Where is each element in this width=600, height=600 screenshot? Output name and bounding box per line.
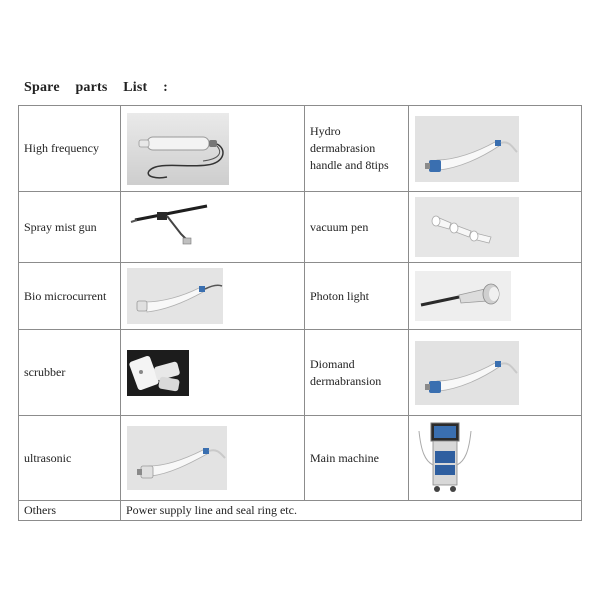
others-value-cell: Power supply line and seal ring etc. <box>121 501 582 521</box>
diamond-handle-photo <box>415 341 575 405</box>
table-row <box>19 416 582 501</box>
table-row <box>19 106 582 192</box>
vacuum-tips-photo <box>415 197 575 257</box>
main-machine-photo <box>415 421 575 495</box>
part-image-cell <box>409 416 582 501</box>
table-row <box>19 501 582 521</box>
part-image-cell <box>409 263 582 330</box>
part-name-cell: Main machine <box>305 416 409 501</box>
bio-handle-photo <box>127 268 298 324</box>
part-image-cell <box>121 330 305 416</box>
part-image-cell <box>121 416 305 501</box>
part-name-cell: Bio microcurrent <box>19 263 121 330</box>
part-name-cell: Spray mist gun <box>19 192 121 263</box>
page-title: Spare parts List : <box>24 80 168 95</box>
scrubber-photo <box>127 350 298 396</box>
part-name-cell: scrubber <box>19 330 121 416</box>
spare-parts-table <box>18 105 582 521</box>
spray-gun-photo <box>127 200 298 254</box>
part-name-cell: Hydro dermabrasion handle and 8tips <box>305 106 409 192</box>
part-name-cell: ultrasonic <box>19 416 121 501</box>
part-image-cell <box>409 330 582 416</box>
table-row <box>19 330 582 416</box>
part-image-cell <box>409 106 582 192</box>
hydro-handle-photo <box>415 116 575 182</box>
part-name-cell: vacuum pen <box>305 192 409 263</box>
photon-light-photo <box>415 271 575 321</box>
part-image-cell <box>121 192 305 263</box>
table-row <box>19 192 582 263</box>
table-row <box>19 263 582 330</box>
others-label-cell: Others <box>19 501 121 521</box>
part-name-cell: High frequency <box>19 106 121 192</box>
part-name-cell: Diomand dermabransion <box>305 330 409 416</box>
ultrasonic-handle-photo <box>127 426 298 490</box>
part-image-cell <box>121 263 305 330</box>
part-image-cell <box>409 192 582 263</box>
part-name-cell: Photon light <box>305 263 409 330</box>
high-frequency-wand-photo <box>127 113 298 185</box>
part-image-cell <box>121 106 305 192</box>
